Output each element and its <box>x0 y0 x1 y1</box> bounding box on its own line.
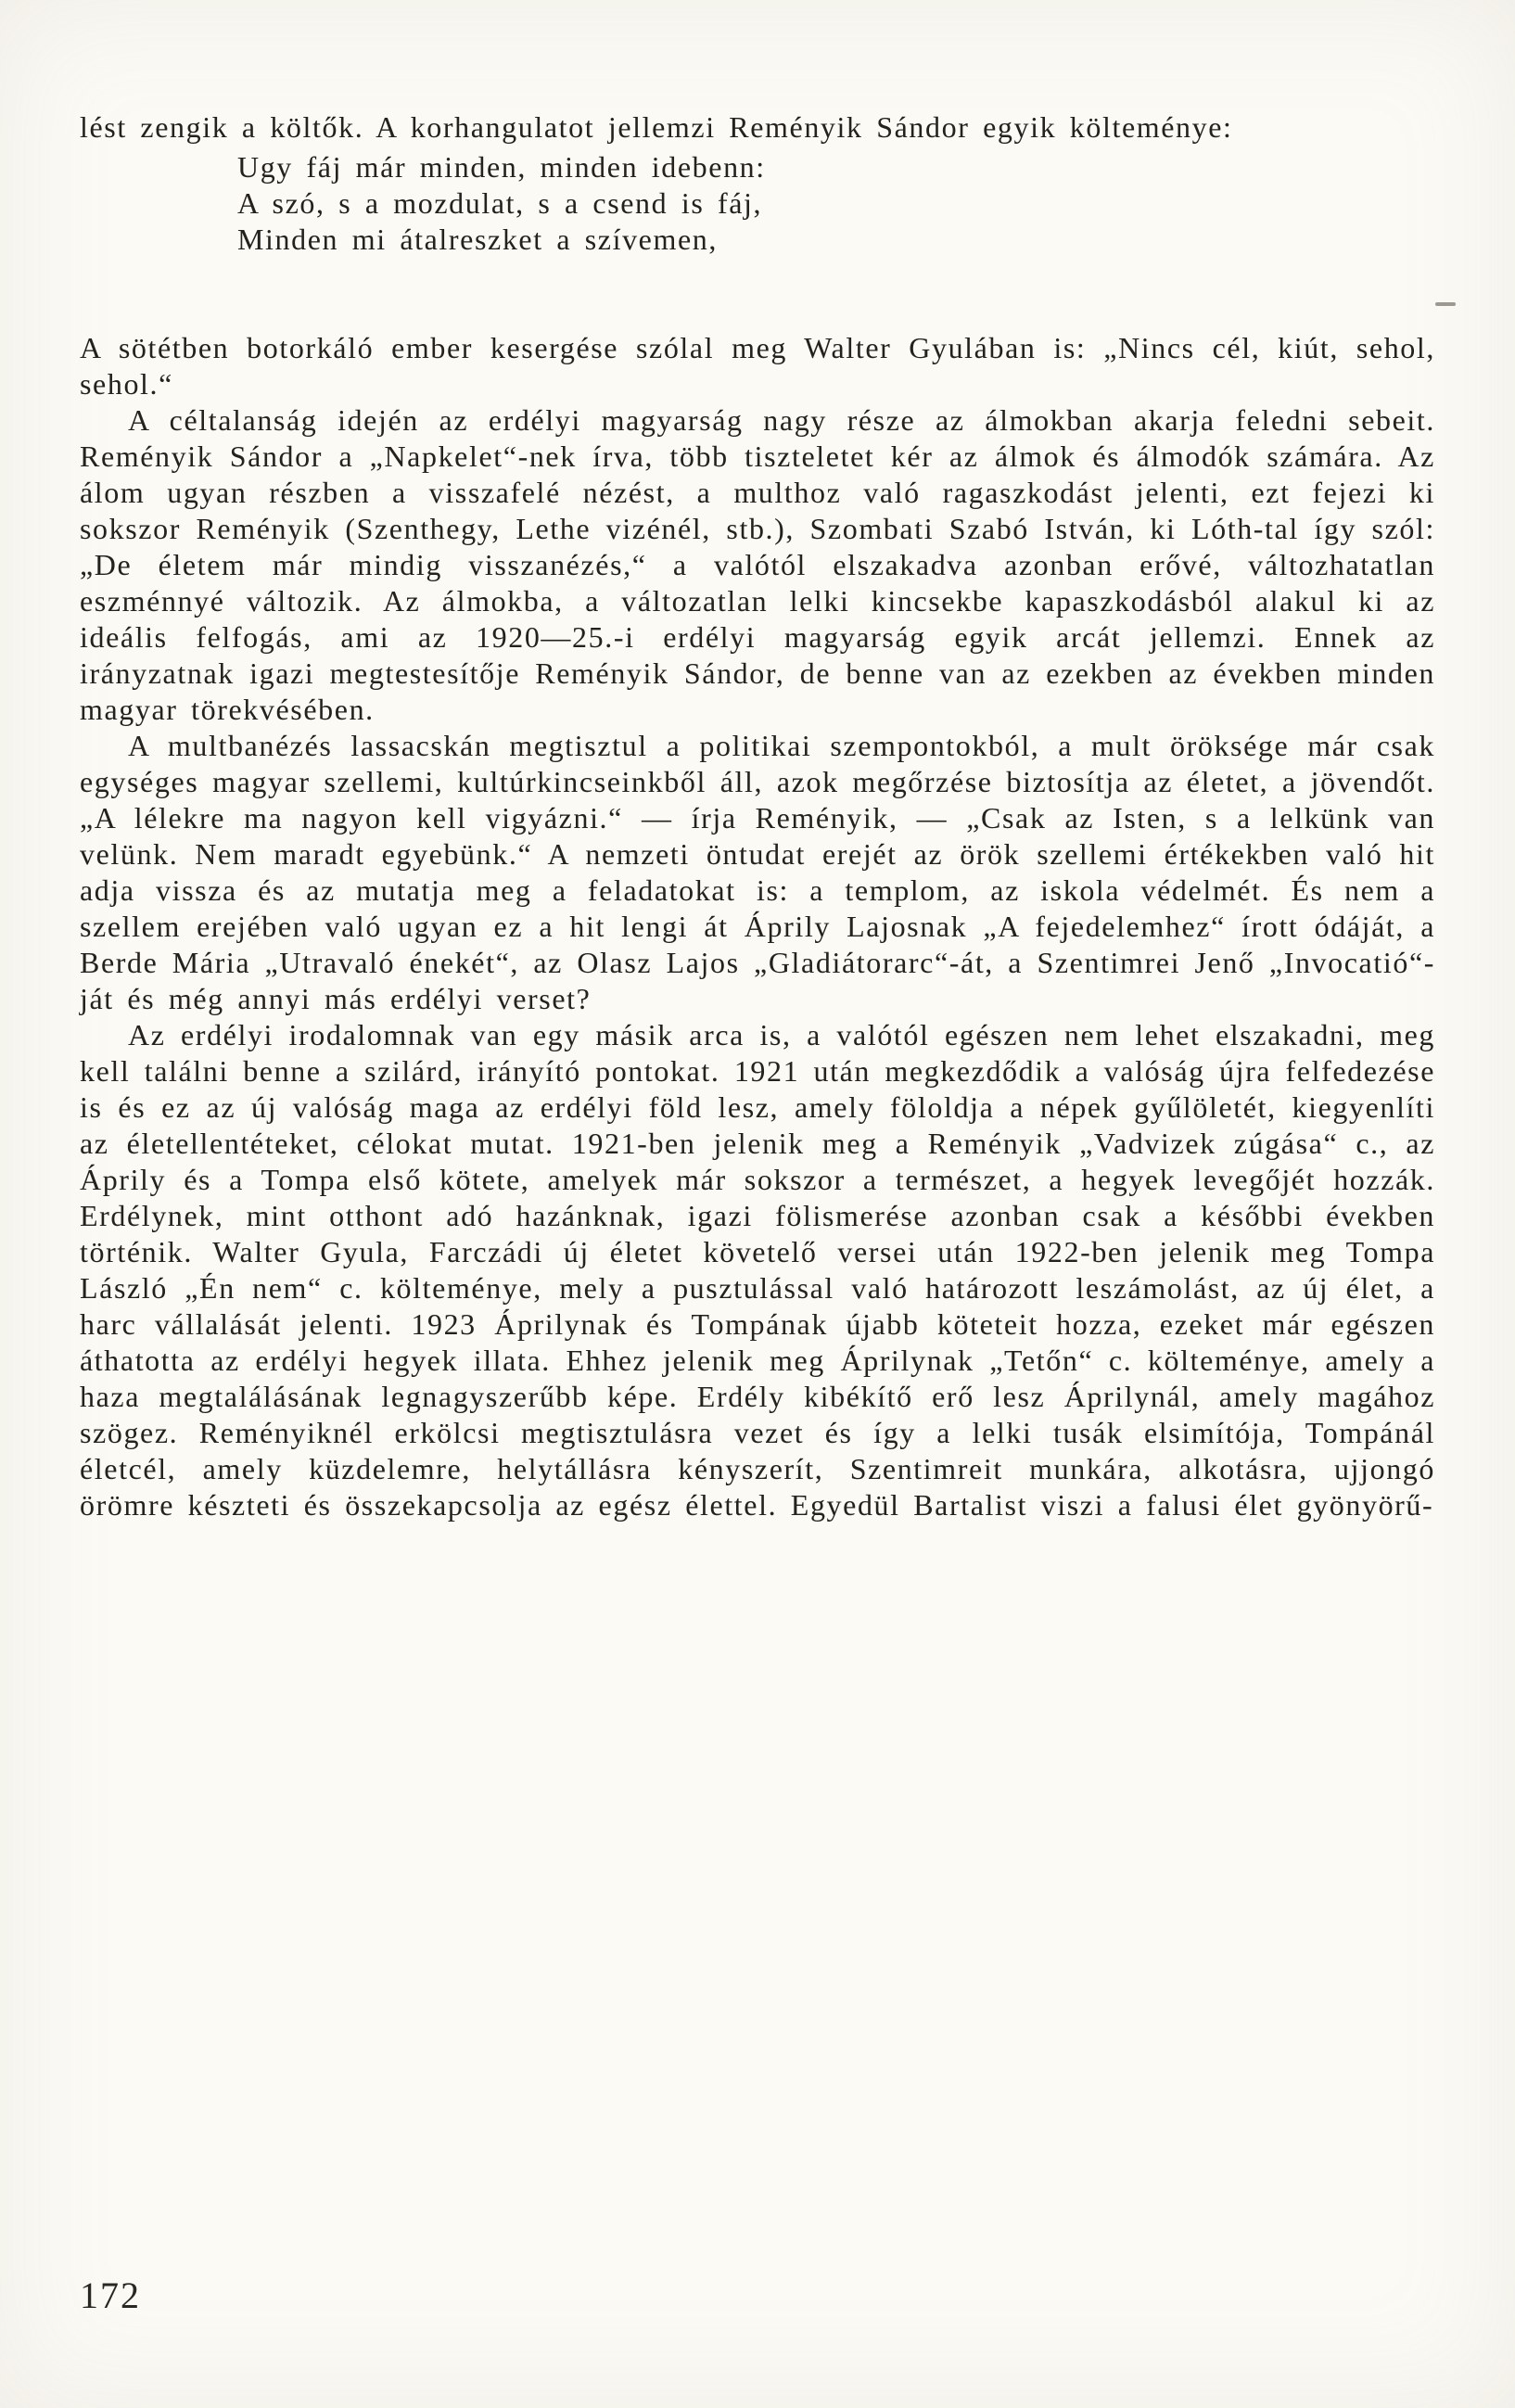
page-number: 172 <box>80 2274 141 2316</box>
verse-line: Ugy fáj már minden, minden idebenn: <box>237 150 766 184</box>
page-text-block <box>80 109 1435 1523</box>
verse-quote-block <box>237 149 1435 258</box>
paragraph-walter-gyula: A sötétben botorkáló ember kesergése szólal meg Walter Gyulában is: „Nincs cél, kiút, sehol, sehol.“ <box>80 331 1435 401</box>
verse-line: A szó, s a mozdulat, s a csend is fáj, <box>237 186 763 220</box>
paragraph-continuation: lést zengik a költők. A korhangulatot jellemzi Reményik Sándor egyik költeménye: <box>80 110 1233 144</box>
paragraph-multbanezes: A multbanézés lassacskán megtisztul a politikai szempontokból, a mult öröksége már csak egységes magyar szellemi, kultúrkincseinkből áll, azok megőrzése biztosítja az életet, a jövendőt. „A lélekre ma nagyon kell vigyázni.“ — írja Reményik, — „Csak az Isten, s a lelkünk van velünk. Nem maradt egyebünk.“ A nemzeti öntudat erejét az örök szellemi értékekben való hit adja vissza és az mutatja meg a feladatokat is: a templom, az iskola védelmét. És nem a szellem erejében való ugyan ez a hit lengi át Áprily Lajosnak „A fejedelemhez“ írott ódáját, a Berde Mária „Utravaló énekét“, az Olasz Lajos „Gladiátorarc“-át, a Szentimrei Jenő „Invocatió“-ját és még annyi más erdélyi verset? <box>80 729 1435 1015</box>
verse-line: Minden mi átalreszket a szívemen, <box>237 223 718 256</box>
paragraph-erdelyi-irodalom: Az erdélyi irodalomnak van egy másik arca is, a valótól egészen nem lehet elszakadni, meg kell találni benne a szilárd, irányító pontokat. 1921 után megkezdődik a valóság újra felfedezése is és ez az új valóság maga az erdélyi föld lesz, amely föloldja a népek gyűlöletét, kiegyenlíti az életellentéteket, célokat mutat. 1921-ben jelenik meg a Reményik „Vadvizek zúgása“ c., az Áprily és a Tompa első kötete, amelyek már sokszor a természet, a hegyek levegőjét hozzák. Erdélynek, mint otthont adó hazánknak, igazi fölismerése azonban csak a későbbi években történik. Walter Gyula, Farczádi új életet követelő versei után 1922-ben jelenik meg Tompa László „Én nem“ c. költeménye, mely a pusztulással való határozott leszámolást, az új élet, a harc vállalását jelenti. 1923 Áprilynak és Tompának újabb köteteit hozza, ezeket már egészen áthatotta az erdélyi hegyek illata. Ehhez jelenik meg Áprilynak „Tetőn“ c. költeménye, amely a haza megtalálásának legnagyszerűbb képe. Erdély kibékítő erő lesz Áprilynál, amely magához szögez. Reményiknél erkölcsi megtisztulásra vezet és így a lelki tusák elsimítója, Tompánál életcél, amely küzdelemre, helytállásra kényszerít, Szentimreit munkára, alkotásra, ujjongó örömre készteti és összekapcsolja az egész élettel. Egyedül Bartalist viszi a falusi élet gyönyörű- <box>80 1018 1435 1522</box>
scan-artifact-mark <box>1435 302 1456 306</box>
paragraph-celtalansag: A céltalanság idején az erdélyi magyarság nagy része az álmokban akarja feledni sebeit. Reményik Sándor a „Napkelet“-nek írva, több tiszteletet kér az álmok és álmodók számára. Az álom ugyan részben a visszafelé nézést, a multhoz való ragaszkodást jelenti, ezt fejezi ki sokszor Reményik (Szenthegy, Lethe vizénél, stb.), Szombati Szabó István, ki Lóth-tal így szól: „De életem már mindig visszanézés,“ a valótól elszakadva azonban erővé, változhatatlan eszménnyé változik. Az álmokba, a változatlan lelki kincsekbe kapaszkodásból alakul ki az ideális felfogás, ami az 1920—25.-i erdélyi magyarság egyik arcát jellemzi. Ennek az irányzatnak igazi megtestesítője Reményik Sándor, de benne van az ezekben az években minden magyar törekvésében. <box>80 403 1435 726</box>
